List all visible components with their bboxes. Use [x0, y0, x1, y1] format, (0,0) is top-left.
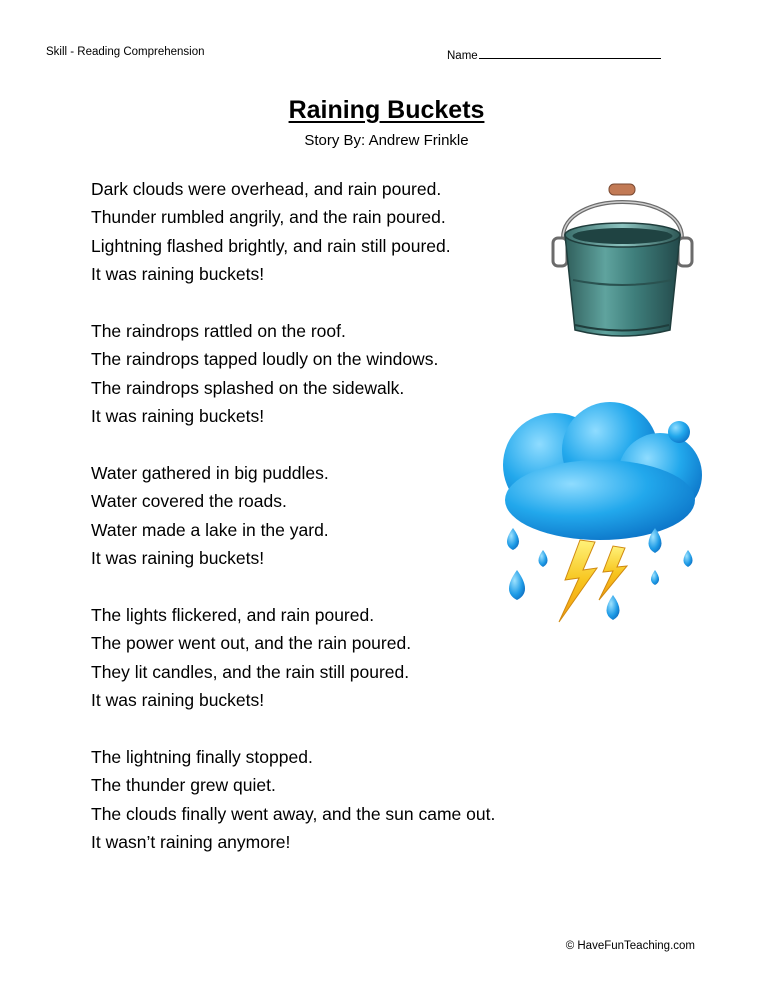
story-line: The clouds finally went away, and the sun came out.: [91, 803, 496, 824]
story-line: The power went out, and the rain poured.: [91, 633, 412, 654]
name-field: [447, 46, 661, 62]
copyright-footer[interactable]: © HaveFunTeaching.com: [565, 940, 695, 952]
story-line: They lit candles, and the rain still poured.: [91, 661, 410, 682]
storm-cloud-icon: [495, 400, 710, 635]
story-line: It was raining buckets!: [91, 406, 265, 427]
stanza: [91, 459, 551, 573]
story-line: It was raining buckets!: [91, 690, 265, 711]
story-line: The raindrops tapped loudly on the windows.: [91, 349, 439, 370]
stanza: [91, 175, 551, 289]
story-line: It was raining buckets!: [91, 264, 265, 285]
story-line: Water gathered in big puddles.: [91, 463, 329, 484]
story-line: The lights flickered, and rain poured.: [91, 605, 375, 626]
story-line: The raindrops splashed on the sidewalk.: [91, 377, 405, 398]
story-line: It was raining buckets!: [91, 548, 265, 569]
stanza: [91, 743, 551, 857]
stanza: [91, 317, 551, 431]
stanza: [91, 601, 551, 715]
name-blank-line: [479, 46, 661, 59]
story-line: The raindrops rattled on the roof.: [91, 321, 346, 342]
name-label: Name: [447, 50, 478, 62]
story-text: [91, 175, 551, 885]
story-line: Thunder rumbled angrily, and the rain poured.: [91, 207, 446, 228]
bucket-icon: [545, 180, 700, 340]
story-title: Raining Buckets: [288, 96, 485, 124]
story-line: The lightning finally stopped.: [91, 747, 313, 768]
story-line: Lightning flashed brightly, and rain still poured.: [91, 235, 451, 256]
story-line: It wasn’t raining anymore!: [91, 832, 291, 853]
story-line: Water made a lake in the yard.: [91, 519, 329, 540]
story-byline: Story By: Andrew Frinkle: [304, 132, 469, 149]
skill-label: Skill - Reading Comprehension: [46, 46, 205, 58]
story-line: The thunder grew quiet.: [91, 775, 276, 796]
story-line: Dark clouds were overhead, and rain poured.: [91, 179, 442, 199]
story-line: Water covered the roads.: [91, 491, 287, 512]
